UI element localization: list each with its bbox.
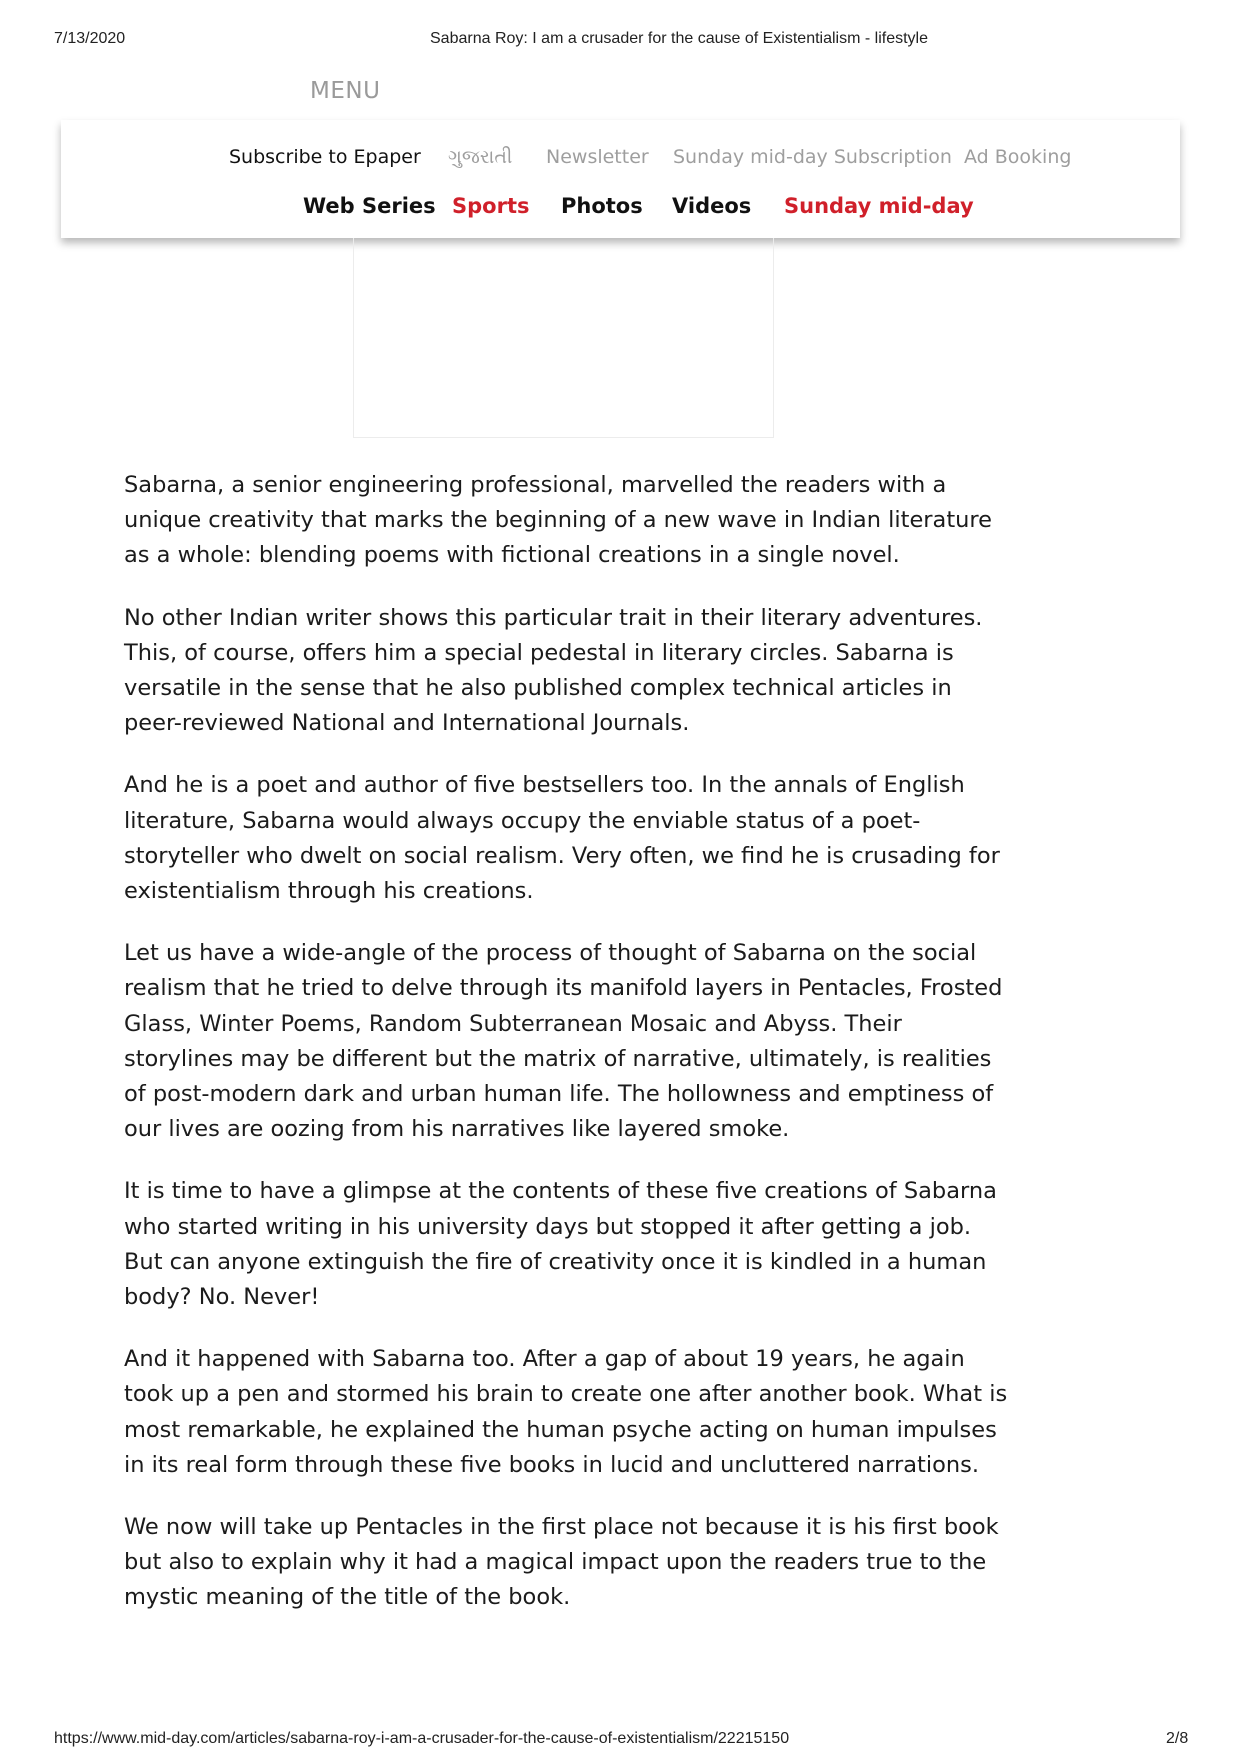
article-paragraph: Let us have a wide-angle of the process of thought of Sabarna on the social realism that he tried to delve through its manifold layers in Pentacles, Frosted Glass, Winter Poems, Random Subterranean Mosaic and Abyss. Their storylines may be different but the matrix of narrative, ultimately, is realities of post-modern dark and urban human life. The hollowness and emptiness of our lives are oozing from his narratives like layered smoke.: [124, 940, 1003, 1143]
print-page-title: Sabarna Roy: I am a crusader for the cause of Existentialism - lifestyle: [430, 30, 928, 47]
article-paragraph: We now will take up Pentacles in the first place not because it is his first book but also to explain why it had a magical impact upon the readers true to the mystic meaning of the title of the book.: [124, 1514, 999, 1611]
print-footer: [0, 1730, 1242, 1752]
nav-photos[interactable]: Photos: [561, 194, 643, 218]
nav-web-series[interactable]: Web Series: [303, 194, 436, 218]
sunday-subscription-link[interactable]: Sunday mid-day Subscription: [673, 146, 952, 168]
article-body: [124, 468, 1014, 1643]
article-paragraph: It is time to have a glimpse at the contents of these five creations of Sabarna who started writing in his university days but stopped it after getting a job. But can anyone extinguish the fire of creativity once it is kindled in a human body? No. Never!: [124, 1178, 997, 1311]
page-number: 2/8: [1166, 1730, 1189, 1747]
nav-row-primary: [61, 194, 1180, 224]
gujarati-link[interactable]: ગુજરાતી: [448, 146, 513, 168]
ad-booking-link[interactable]: Ad Booking: [964, 146, 1072, 168]
nav-row-secondary: [61, 146, 1180, 176]
print-header: [0, 30, 1242, 54]
menu-button[interactable]: MENU: [310, 78, 381, 104]
page-url: https://www.mid-day.com/articles/sabarna-roy-i-am-a-crusader-for-the-cause-of-existentialism/22215150: [54, 1730, 790, 1747]
nav-sunday-midday[interactable]: Sunday mid-day: [784, 194, 974, 218]
newsletter-link[interactable]: Newsletter: [546, 146, 649, 168]
print-date: 7/13/2020: [54, 30, 126, 47]
subscribe-epaper-link[interactable]: Subscribe to Epaper: [229, 146, 421, 168]
ad-placeholder: [353, 238, 774, 438]
article-paragraph: No other Indian writer shows this particular trait in their literary adventures. This, of course, offers him a special pedestal in literary circles. Sabarna is versatile in the sense that he also published complex technical articles in peer-reviewed National and International Journals.: [124, 604, 983, 737]
nav-videos[interactable]: Videos: [672, 194, 752, 218]
article-paragraph: And he is a poet and author of five bestsellers too. In the annals of English literature, Sabarna would always occupy the enviable status of a poet-storyteller who dwelt on social realism. Very often, we find he is crusading for existentialism through his creations.: [124, 772, 1000, 905]
article-paragraph: Sabarna, a senior engineering professional, marvelled the readers with a unique creativity that marks the beginning of a new wave in Indian literature as a whole: blending poems with fictional creations in a single novel.: [124, 472, 993, 569]
top-navigation: [61, 120, 1180, 238]
article-paragraph: And it happened with Sabarna too. After a gap of about 19 years, he again took up a pen and stormed his brain to create one after another book. What is most remarkable, he explained the human psyche acting on human impulses in its real form through these five books in lucid and uncluttered narrations.: [124, 1346, 1008, 1478]
nav-sports[interactable]: Sports: [452, 194, 530, 218]
